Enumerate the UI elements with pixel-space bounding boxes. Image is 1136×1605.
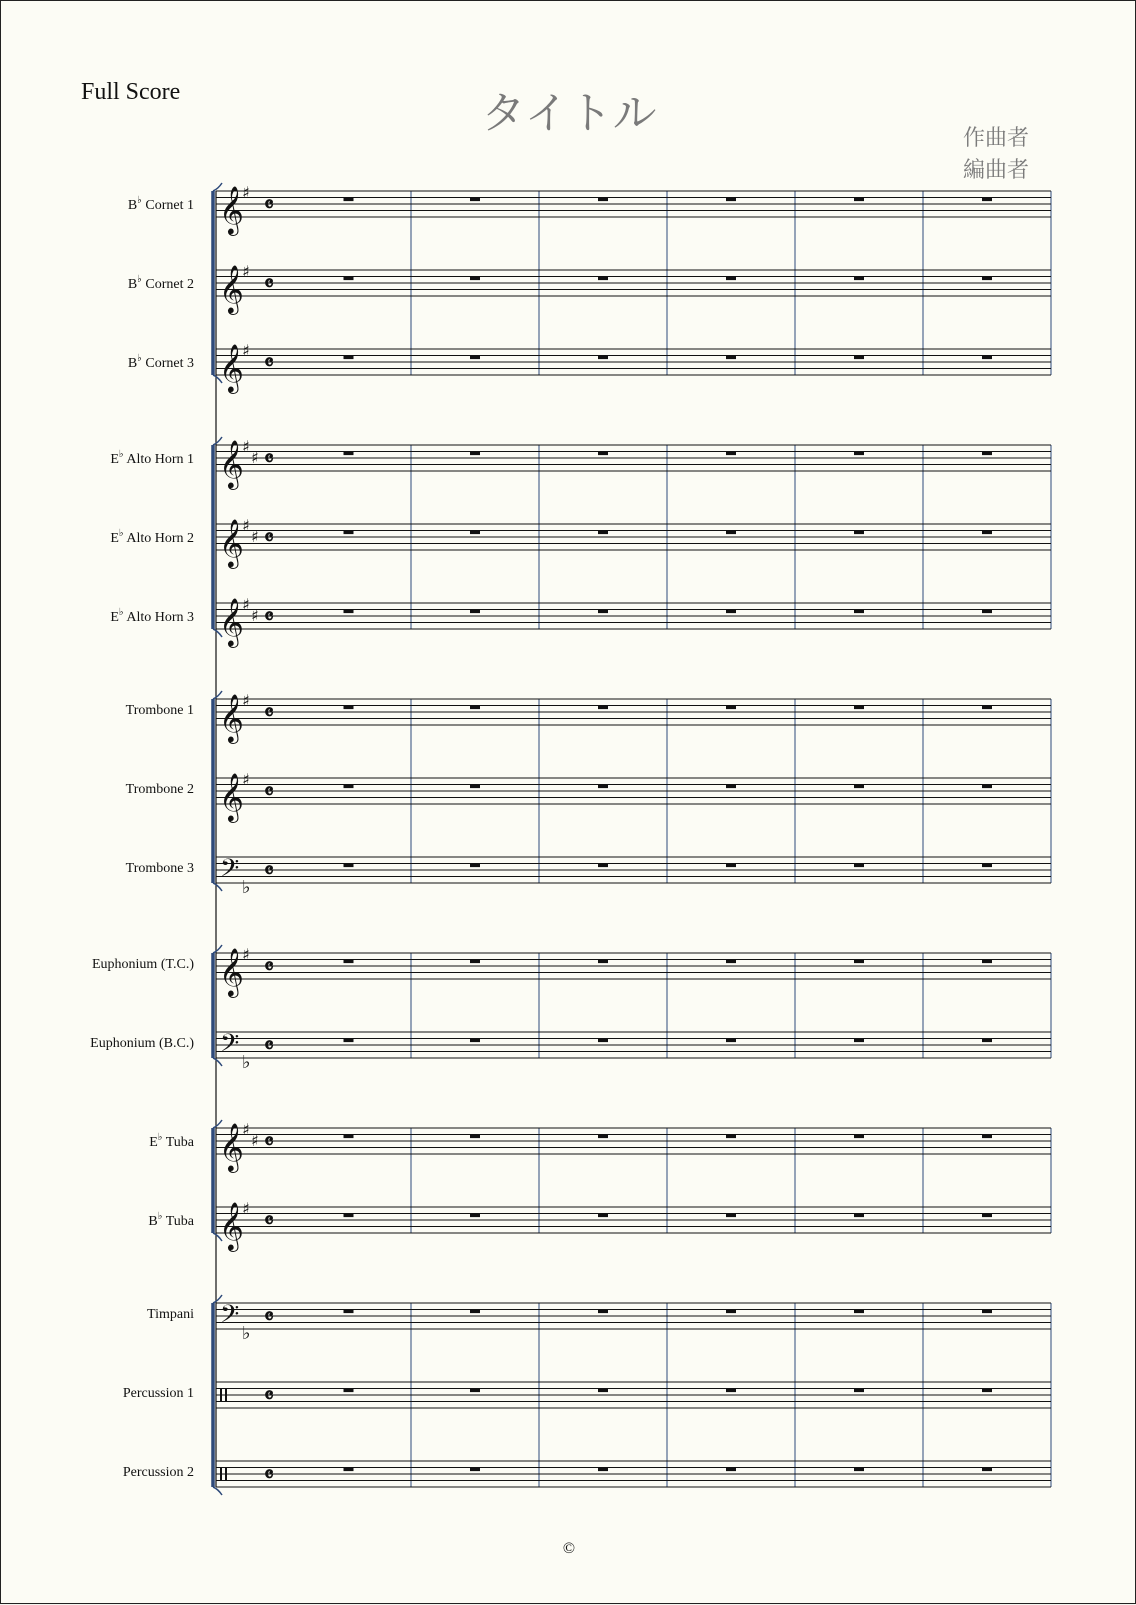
- common-time: 𝄴: [264, 858, 274, 884]
- sharp-sign: ♯: [242, 1199, 250, 1218]
- whole-rest: [726, 1389, 736, 1393]
- whole-rest: [470, 1135, 480, 1139]
- instrument-label: Percussion 1: [122, 1386, 194, 1401]
- whole-rest: [982, 531, 992, 535]
- whole-rest: [344, 198, 354, 202]
- whole-rest: [344, 1135, 354, 1139]
- whole-rest: [854, 1468, 864, 1472]
- common-time: 𝄴: [264, 1304, 274, 1330]
- instrument-label: B♭ Cornet 3: [127, 353, 194, 371]
- common-time: 𝄴: [264, 446, 274, 472]
- sharp-sign: ♯: [251, 1130, 259, 1150]
- whole-rest: [470, 531, 480, 535]
- sharp-sign: ♯: [242, 516, 250, 535]
- whole-rest: [854, 864, 864, 868]
- whole-rest: [470, 785, 480, 789]
- whole-rest: [726, 1310, 736, 1314]
- whole-rest: [854, 785, 864, 789]
- whole-rest: [470, 960, 480, 964]
- sharp-sign: ♯: [242, 595, 250, 614]
- whole-rest: [598, 864, 608, 868]
- whole-rest: [726, 610, 736, 614]
- whole-rest: [344, 356, 354, 360]
- bass-clef: 𝄢: [220, 1300, 240, 1335]
- whole-rest: [470, 1468, 480, 1472]
- whole-rest: [982, 1468, 992, 1472]
- instrument-label: Timpani: [147, 1307, 194, 1322]
- whole-rest: [470, 610, 480, 614]
- whole-rest: [982, 1214, 992, 1218]
- flat-sign: ♭: [242, 877, 251, 898]
- whole-rest: [470, 864, 480, 868]
- whole-rest: [982, 610, 992, 614]
- whole-rest: [344, 706, 354, 710]
- treble-clef: 𝄞: [219, 693, 244, 742]
- whole-rest: [344, 864, 354, 868]
- whole-rest: [598, 1310, 608, 1314]
- whole-rest: [598, 277, 608, 281]
- treble-clef: 𝄞: [219, 343, 244, 392]
- piece-title: タイトル: [481, 88, 657, 139]
- whole-rest: [470, 198, 480, 202]
- common-time: 𝄴: [264, 271, 274, 297]
- instrument-label: Trombone 2: [125, 782, 194, 797]
- instrument-label: Trombone 3: [125, 861, 194, 876]
- whole-rest: [598, 198, 608, 202]
- whole-rest: [982, 452, 992, 456]
- sharp-sign: ♯: [242, 770, 250, 789]
- whole-rest: [982, 864, 992, 868]
- instrument-label: B♭ Cornet 1: [127, 195, 194, 213]
- whole-rest: [726, 356, 736, 360]
- sharp-sign: ♯: [242, 945, 250, 964]
- whole-rest: [726, 706, 736, 710]
- sharp-sign: ♯: [242, 183, 250, 202]
- whole-rest: [854, 1389, 864, 1393]
- whole-rest: [598, 1039, 608, 1043]
- whole-rest: [982, 1039, 992, 1043]
- composer: 作曲者: [962, 126, 1029, 151]
- whole-rest: [854, 198, 864, 202]
- whole-rest: [598, 531, 608, 535]
- sharp-sign: ♯: [242, 341, 250, 360]
- whole-rest: [726, 1135, 736, 1139]
- bass-clef: 𝄢: [220, 1029, 240, 1064]
- common-time: 𝄴: [264, 1462, 274, 1488]
- whole-rest: [726, 277, 736, 281]
- whole-rest: [854, 1310, 864, 1314]
- whole-rest: [598, 610, 608, 614]
- common-time: 𝄴: [264, 604, 274, 630]
- treble-clef: 𝄞: [219, 1201, 244, 1250]
- whole-rest: [982, 356, 992, 360]
- whole-rest: [982, 1310, 992, 1314]
- sharp-sign: ♯: [242, 262, 250, 281]
- sharp-sign: ♯: [242, 1120, 250, 1139]
- instrument-label: B♭ Tuba: [148, 1211, 194, 1229]
- whole-rest: [598, 1214, 608, 1218]
- whole-rest: [598, 1389, 608, 1393]
- whole-rest: [854, 1135, 864, 1139]
- percussion-clef-bar: [225, 1389, 227, 1402]
- sharp-sign: ♯: [242, 437, 250, 456]
- whole-rest: [726, 1468, 736, 1472]
- sharp-sign: ♯: [251, 447, 259, 467]
- whole-rest: [470, 452, 480, 456]
- whole-rest: [726, 960, 736, 964]
- common-time: 𝄴: [264, 1208, 274, 1234]
- percussion-clef-bar: [220, 1468, 222, 1481]
- sharp-sign: ♯: [242, 691, 250, 710]
- treble-clef: 𝄞: [219, 518, 244, 567]
- whole-rest: [470, 1039, 480, 1043]
- whole-rest: [598, 356, 608, 360]
- whole-rest: [344, 452, 354, 456]
- whole-rest: [982, 706, 992, 710]
- full-score-label: Full Score: [81, 79, 181, 105]
- instrument-label: E♭ Alto Horn 3: [110, 607, 194, 625]
- instrument-label: E♭ Alto Horn 2: [110, 528, 194, 546]
- whole-rest: [982, 785, 992, 789]
- treble-clef: 𝄞: [219, 1122, 244, 1171]
- whole-rest: [470, 1389, 480, 1393]
- whole-rest: [344, 610, 354, 614]
- percussion-clef-bar: [225, 1468, 227, 1481]
- whole-rest: [854, 356, 864, 360]
- common-time: 𝄴: [264, 954, 274, 980]
- flat-sign: ♭: [242, 1323, 251, 1344]
- instrument-label: Euphonium (B.C.): [90, 1036, 194, 1051]
- whole-rest: [982, 960, 992, 964]
- whole-rest: [598, 1468, 608, 1472]
- whole-rest: [726, 452, 736, 456]
- whole-rest: [854, 1214, 864, 1218]
- whole-rest: [982, 277, 992, 281]
- whole-rest: [344, 277, 354, 281]
- whole-rest: [598, 1135, 608, 1139]
- treble-clef: 𝄞: [219, 597, 244, 646]
- whole-rest: [598, 452, 608, 456]
- whole-rest: [344, 1039, 354, 1043]
- sharp-sign: ♯: [251, 526, 259, 546]
- whole-rest: [344, 1310, 354, 1314]
- instrument-label: Trombone 1: [125, 703, 194, 718]
- whole-rest: [470, 1214, 480, 1218]
- whole-rest: [726, 864, 736, 868]
- whole-rest: [344, 1214, 354, 1218]
- whole-rest: [726, 198, 736, 202]
- common-time: 𝄴: [264, 700, 274, 726]
- flat-sign: ♭: [242, 1052, 251, 1073]
- instrument-label: Percussion 2: [122, 1465, 194, 1480]
- copyright: ©: [562, 1540, 576, 1557]
- whole-rest: [854, 706, 864, 710]
- whole-rest: [854, 610, 864, 614]
- whole-rest: [726, 785, 736, 789]
- bracket-bottom-hook: [213, 1487, 222, 1495]
- whole-rest: [726, 531, 736, 535]
- whole-rest: [726, 1214, 736, 1218]
- treble-clef: 𝄞: [219, 947, 244, 996]
- whole-rest: [598, 706, 608, 710]
- whole-rest: [854, 1039, 864, 1043]
- whole-rest: [470, 277, 480, 281]
- treble-clef: 𝄞: [219, 264, 244, 313]
- whole-rest: [854, 452, 864, 456]
- whole-rest: [854, 531, 864, 535]
- common-time: 𝄴: [264, 1129, 274, 1155]
- arranger: 編曲者: [962, 158, 1029, 183]
- whole-rest: [982, 198, 992, 202]
- sharp-sign: ♯: [251, 605, 259, 625]
- treble-clef: 𝄞: [219, 185, 244, 234]
- whole-rest: [344, 531, 354, 535]
- whole-rest: [470, 1310, 480, 1314]
- instrument-label: B♭ Cornet 2: [127, 274, 194, 292]
- score-system: [1, 1, 1136, 1605]
- whole-rest: [854, 960, 864, 964]
- instrument-label: E♭ Alto Horn 1: [110, 449, 194, 467]
- whole-rest: [470, 706, 480, 710]
- whole-rest: [344, 785, 354, 789]
- whole-rest: [854, 277, 864, 281]
- treble-clef: 𝄞: [219, 439, 244, 488]
- instrument-label: Euphonium (T.C.): [91, 957, 194, 972]
- whole-rest: [726, 1039, 736, 1043]
- whole-rest: [344, 1389, 354, 1393]
- whole-rest: [598, 785, 608, 789]
- common-time: 𝄴: [264, 350, 274, 376]
- instrument-label: E♭ Tuba: [149, 1132, 194, 1150]
- whole-rest: [982, 1135, 992, 1139]
- whole-rest: [982, 1389, 992, 1393]
- common-time: 𝄴: [264, 1033, 274, 1059]
- whole-rest: [598, 960, 608, 964]
- treble-clef: 𝄞: [219, 772, 244, 821]
- common-time: 𝄴: [264, 1383, 274, 1409]
- whole-rest: [344, 960, 354, 964]
- common-time: 𝄴: [264, 192, 274, 218]
- whole-rest: [344, 1468, 354, 1472]
- whole-rest: [470, 356, 480, 360]
- common-time: 𝄴: [264, 525, 274, 551]
- bass-clef: 𝄢: [220, 854, 240, 889]
- percussion-clef-bar: [220, 1389, 222, 1402]
- common-time: 𝄴: [264, 779, 274, 805]
